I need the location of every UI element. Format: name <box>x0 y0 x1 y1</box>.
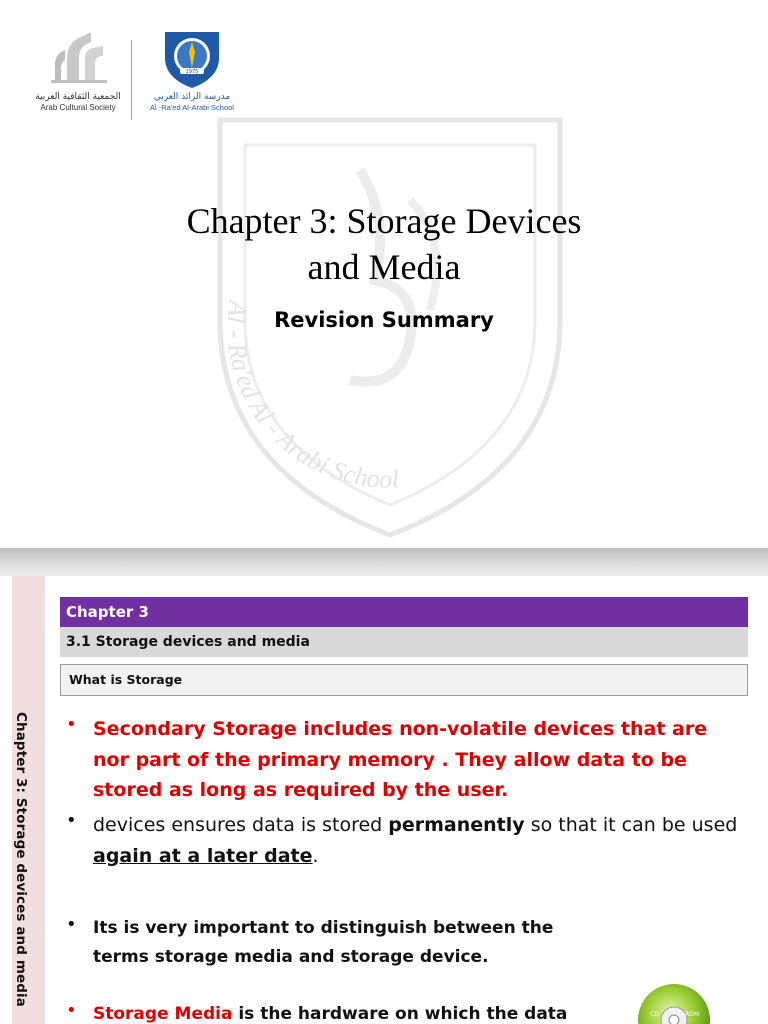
arab-cultural-society-logo <box>28 28 128 112</box>
slide-title-line-2: and Media <box>307 247 461 287</box>
content-slide <box>0 576 768 1024</box>
al-raed-school-name-arabic: مدرسة الرائد العربي <box>153 92 231 102</box>
chapter-header-bar: Chapter 3 <box>60 597 748 627</box>
slide-title-line-1: Chapter 3: Storage Devices <box>186 201 582 241</box>
bullet-text-part: . <box>312 844 319 867</box>
arab-cultural-society-emblem <box>47 28 109 86</box>
bullet-text <box>93 810 746 871</box>
bullet-text: Secondary Storage includes non-volatile devices that are nor part of the primary memory . They allow data to be stored as long as required by the user. <box>93 718 708 801</box>
bullet-text-part: so that it can be used <box>524 814 738 836</box>
al-raed-school-name: Al -Ra'ed Al-Arabi School <box>150 103 234 112</box>
bullet-dot: • <box>66 914 77 935</box>
arab-cultural-society-name-arabic: الجمعية الثقافية العربية <box>35 92 121 102</box>
bullet-text-part: devices ensures data is stored <box>93 814 389 836</box>
bullet-text-highlight: Storage Media <box>93 1004 233 1024</box>
logo-divider <box>131 40 132 120</box>
bullet-storage-media <box>66 1000 626 1024</box>
bullet-dot: • <box>66 714 77 735</box>
school-founding-year: 1975 <box>185 69 199 75</box>
cd-rom-icon <box>636 982 712 1024</box>
bullet-text: Its is very important to distinguish between the terms storage media and storage device. <box>93 918 554 967</box>
bullet-text-bold: permanently <box>388 814 525 836</box>
bullet-dot: • <box>66 1000 77 1021</box>
al-raed-school-logo <box>146 28 238 112</box>
bullet-secondary-storage <box>66 714 746 806</box>
slide-separator <box>0 548 768 576</box>
cd-label-left: CD <box>650 1011 659 1018</box>
slide-title <box>84 198 684 290</box>
section-header-bar: 3.1 Storage devices and media <box>60 627 748 657</box>
bullet-text <box>93 1000 626 1024</box>
cd-label-right: ROM <box>685 1011 700 1018</box>
bullet-dot: • <box>66 810 77 831</box>
bullet-media-vs-device <box>66 914 606 972</box>
bullet-text-underlined: again at a later date <box>93 844 313 867</box>
watermark-school-name: Al - Ra'ed Al - Arabi School <box>221 299 400 494</box>
chapter-sidebar-label: Chapter 3: Storage devices and media <box>13 712 29 1007</box>
bullet-text-part: is the hardware on which the data <box>232 1004 568 1024</box>
topic-header-bar: What is Storage <box>60 664 748 696</box>
slide-subtitle: Revision Summary <box>274 308 494 332</box>
arab-cultural-society-name: Arab Cultural Society <box>40 103 116 112</box>
al-raed-school-crest <box>159 28 225 90</box>
bullet-permanent-storage <box>66 810 746 871</box>
